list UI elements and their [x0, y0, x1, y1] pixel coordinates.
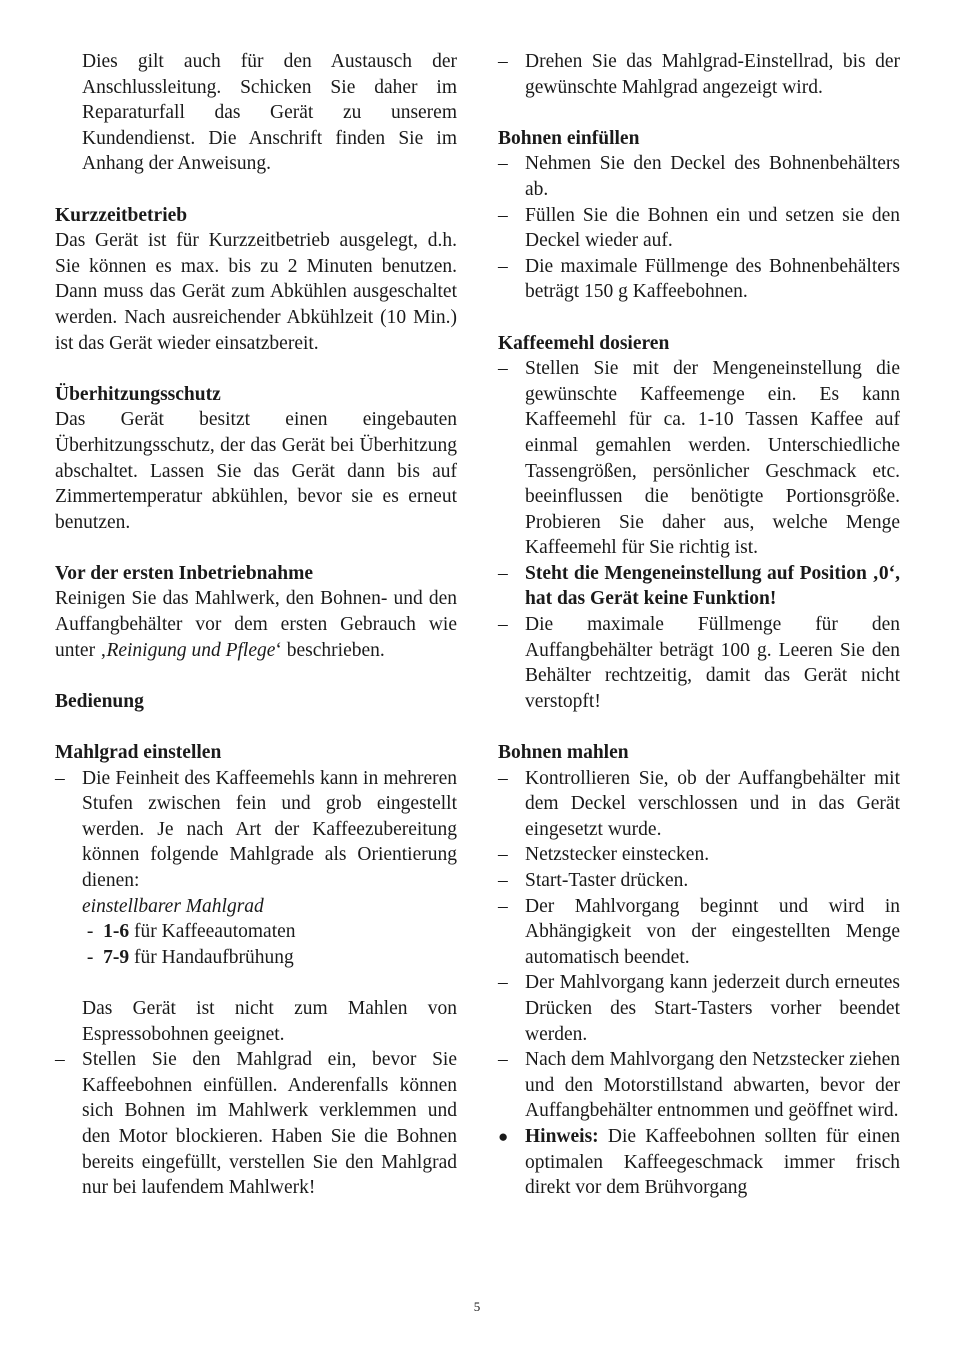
- right-column: [498, 49, 900, 1201]
- bohnen-mahlen-list: [498, 766, 900, 1201]
- list-item: – Steht die Mengeneinstellung auf Position ‚0‘, hat das Gerät keine Funktion!: [498, 561, 900, 612]
- list-item: – Kontrollieren Sie, ob der Auffangbehälter mit dem Deckel verschlossen und in das Gerät eingesetzt wurde.: [498, 766, 900, 843]
- hint-label: Hinweis:: [525, 1125, 599, 1147]
- espresso-note: Das Gerät ist nicht zum Mahlen von Espressobohnen geeignet.: [82, 997, 457, 1045]
- heading-bedienung: Bedienung: [55, 690, 144, 712]
- list-item: – Nach dem Mahlvorgang den Netzstecker ziehen und den Motorstillstand abwarten, bevor der Auffangbehälter entnommen und geöffnet wird.: [498, 1047, 900, 1124]
- list-item: – Stellen Sie den Mahlgrad ein, bevor Sie Kaffeebohnen einfüllen. Anderenfalls können sich Bohnen im Mahlwerk verklemmen und den Motor blockieren. Haben Sie die Bohnen bereits eingefüllt, verstellen Sie den Mahlgrad nur bei laufendem Mahlwerk!: [55, 1047, 457, 1201]
- list-item: – Netzstecker einstecken.: [498, 842, 900, 868]
- kurzzeitbetrieb-text: Das Gerät ist für Kurzzeitbetrieb ausgelegt, d.h. Sie können es max. bis zu 2 Minuten benutzen. Dann muss das Gerät zum Abkühlen ausgeschaltet werden. Nach ausreichender Abkühlzeit (10 Min.) ist das Gerät wieder einsatzbereit.: [55, 230, 457, 354]
- left-column: [55, 49, 457, 1201]
- intro-paragraph: Dies gilt auch für den Austausch der Anschlussleitung. Schicken Sie daher im Reparaturfall das Gerät zu unserem Kundendienst. Die Anschrift finden Sie im Anhang der Anweisung.: [82, 51, 457, 175]
- bohnen-einfuellen-list: [498, 151, 900, 305]
- heading-kurzzeitbetrieb: Kurzzeitbetrieb: [55, 204, 188, 226]
- list-item: – Füllen Sie die Bohnen ein und setzen sie den Deckel wieder auf.: [498, 203, 900, 254]
- ueberhitzungsschutz-text: Das Gerät besitzt einen eingebauten Überhitzungsschutz, der das Gerät bei Überhitzung abschaltet. Lassen Sie das Gerät dann bis auf Zimmertemperatur abkühlen, bevor sie es erneut benutzen.: [55, 409, 457, 533]
- mahlgrad-option-2: - 7-9 für Handaufbrühung: [86, 946, 294, 968]
- mahlgrad-caption: einstellbarer Mahlgrad: [82, 895, 264, 917]
- list-item: – Der Mahlvorgang kann jederzeit durch erneutes Drücken des Start-Tasters vorher beendet werden.: [498, 970, 900, 1047]
- list-item: – Die maximale Füllmenge für den Auffangbehälter beträgt 100 g. Leeren Sie den Behälter rechtzeitig, damit das Gerät nicht verstopft!: [498, 612, 900, 714]
- kaffeemehl-dosieren-list: [498, 356, 900, 714]
- erste-inbetriebnahme-text: Reinigen Sie das Mahlwerk, den Bohnen- und den Auffangbehälter vor dem ersten Gebrauch wie unter ‚Reinigung und Pflege‘ beschrieben.: [55, 588, 457, 661]
- list-item: – Der Mahlvorgang beginnt und wird in Abhängigkeit von der eingestellten Menge automatisch beendet.: [498, 894, 900, 971]
- heading-bohnen-mahlen: Bohnen mahlen: [498, 742, 629, 764]
- list-item: – Nehmen Sie den Deckel des Bohnenbehälters ab.: [498, 151, 900, 202]
- heading-mahlgrad-einstellen: Mahlgrad einstellen: [55, 742, 222, 764]
- mahlgrad-option-1: - 1-6 für Kaffeeautomaten: [86, 921, 296, 943]
- list-item: – Stellen Sie mit der Mengeneinstellung die gewünschte Kaffeemenge ein. Es kann Kaffeemehl für ca. 1-10 Tassen Kaffee auf einmal gemahlen werden. Unterschiedliche Tassengrößen, persönlicher Geschmack etc. beeinflussen die benötigte Portionsgröße. Probieren Sie daher aus, welche Menge Kaffeemehl für Sie richtig ist.: [498, 356, 900, 561]
- mahlgrad-list: [55, 766, 457, 1201]
- hint-item: ● Hinweis: Die Kaffeebohnen sollten für einen optimalen Kaffeegeschmack immer frisch direkt vor dem Brühvorgang: [498, 1124, 900, 1201]
- heading-bohnen-einfuellen: Bohnen einfüllen: [498, 127, 640, 149]
- heading-ueberhitzungsschutz: Überhitzungsschutz: [55, 383, 221, 405]
- list-item: – Drehen Sie das Mahlgrad-Einstellrad, bis der gewünschte Mahlgrad angezeigt wird.: [498, 49, 900, 100]
- list-item: – Die Feinheit des Kaffeemehls kann in mehreren Stufen zwischen fein und grob eingestellt werden. Je nach Art der Kaffeezubereitung können folgende Mahlgrade als Orientierung dienen: einstellbarer Mahlgrad - 1-6 für Kaffeeautomaten - 7-9 für Handaufbrühung Das Gerät ist nicht zum Mahlen von Espressobohnen geeignet.: [55, 766, 457, 1048]
- page-number: 5: [473, 1299, 481, 1314]
- heading-kaffeemehl-dosieren: Kaffeemehl dosieren: [498, 332, 670, 354]
- list-item: – Start-Taster drücken.: [498, 868, 900, 894]
- heading-erste-inbetriebnahme: Vor der ersten Inbetriebnahme: [55, 562, 314, 584]
- list-item: – Die maximale Füllmenge des Bohnenbehälters beträgt 150 g Kaffeebohnen.: [498, 254, 900, 305]
